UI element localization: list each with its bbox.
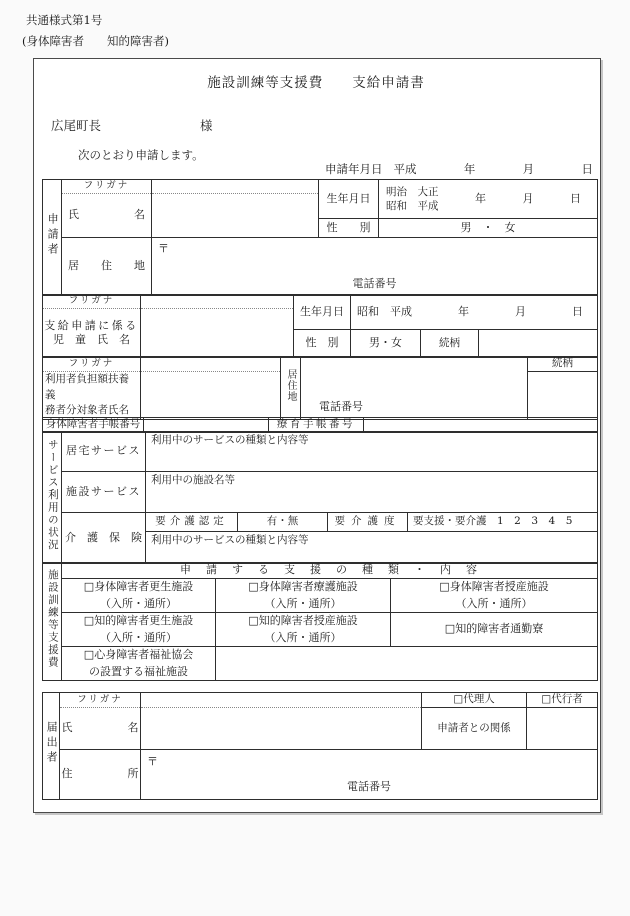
addressee: 広尾町長 [51,118,102,133]
obligor-relation-field [528,371,598,419]
day-label: 日 [570,191,581,205]
child-gender-label: 性 別 [294,330,351,358]
era-options [386,185,439,213]
applicant-furigana-label: フリガナ [62,180,152,194]
support-option-7-line1: □心身障害者福祉協会 [83,648,194,661]
support-section-label: 施設訓練等支援費 [46,569,59,670]
support-option-7-line2: の設置する福祉施設 [89,664,188,678]
application-date-label: 申請年月日 [325,162,383,176]
form-target-note: (身体障害者 知的障害者) [22,34,169,48]
care-level-options: 要支援・要介護 1 2 3 4 5 [408,513,598,532]
applicant-gender-label: 性 別 [319,219,379,238]
applicant-address-label: 居 住 地 [62,238,152,296]
applicant-gender-options: 男 ・ 女 [379,219,598,238]
notifier-furigana-field [141,693,422,708]
notifier-relation-field [527,708,598,750]
obligor-name-label [43,371,141,419]
child-gender-options: 男・女 [351,330,421,358]
support-option-7 [62,647,216,681]
era-options-line2: 昭和 平成 [386,200,439,212]
child-name-label [43,309,141,358]
year-label: 年 [458,304,469,318]
obligor-relation-label: 続柄 [528,357,598,372]
support-option-3-line1: □身体障害者授産施設 [439,580,549,593]
obligor-phone-label: 電話番号 [319,399,363,413]
applicant-table [42,179,598,296]
era-options-line1: 明治 大正 [386,185,439,198]
support-option-3-line2: （入所・通所） [455,596,533,610]
notifier-section-label: 届出者 [45,721,59,767]
facility-service-label: 施設サービス [62,472,146,513]
support-option-5 [216,613,391,647]
addressee-honorific: 様 [200,118,213,133]
declaration-text: 次のとおり申請します。 [78,148,204,162]
support-option-5-line1: □知的障害者授産施設 [248,614,358,627]
notifier-address-field [141,750,598,800]
support-option-3 [391,579,598,613]
applicant-address-field [152,238,598,296]
year-label: 年 [463,162,476,176]
child-name-field [141,309,294,358]
support-option-6-line1: □知的障害者通勤寮 [444,622,544,636]
form-title: 施設訓練等支援費 支給申請書 [207,75,425,91]
child-table [42,294,598,358]
form-tables [42,179,599,801]
care-certification-options: 有・無 [238,513,328,532]
support-types-table [42,562,598,681]
care-level-label: 要介護度 [328,513,408,532]
postal-mark: 〒 [158,241,169,255]
notifier-relation-label: 申請者との関係 [422,708,527,750]
month-label: 月 [515,304,526,318]
service-section-label: サービス利用の状況 [46,439,59,552]
support-option-4 [62,613,216,647]
support-option-2-line1: □身体障害者療護施設 [248,580,358,593]
care-insurance-label: 介 護 保 険 [62,513,146,564]
support-option-2-line2: （入所・通所） [264,596,342,610]
proxy-checkbox-label: □代行者 [527,693,598,708]
applicant-name-label: 氏 名 [62,194,152,238]
notifier-name-label: 氏 名 [60,708,141,750]
applicant-furigana-field [152,180,319,194]
applicant-birthdate-cell [379,180,598,219]
rehab-handbook-label: 療育手帳番号 [269,418,364,433]
obligor-furigana-field [141,357,281,372]
support-option-2 [216,579,391,613]
obligor-name-label-line1: 利用者負担額扶養義 [45,373,129,401]
home-service-label: 居宅サービス [62,432,146,472]
applicant-phone-label: 電話番号 [352,277,397,291]
care-certification-label: 要介護認定 [146,513,238,532]
notifier-table [42,692,598,800]
child-name-label-line1: 支給申請に係る [44,318,139,332]
obligor-address-label: 居住地 [285,369,296,403]
child-furigana-field [141,295,294,309]
notifier-phone-label: 電話番号 [347,780,391,794]
era-options: 昭和 平成 [357,304,412,318]
month-label: 月 [522,191,534,205]
support-option-4-line1: □知的障害者更生施設 [83,614,194,627]
agent-checkbox-label: □代理人 [422,693,527,708]
obligor-table [42,356,598,420]
obligor-address-field [301,357,528,420]
year-label: 年 [475,191,486,205]
home-service-field: 利用中のサービスの種類と内容等 [146,432,598,472]
applicant-section-label: 申請者 [46,212,60,258]
notifier-address-label: 住 所 [60,750,141,800]
support-option-1 [62,579,216,613]
support-header: 申 請 す る 支 援 の 種 類 ・ 内 容 [62,563,598,579]
physical-handbook-label: 身体障害者手帳番号 [43,418,144,433]
child-name-label-line2: 児 童 氏 名 [53,333,130,346]
service-section-cell [43,432,62,564]
obligor-furigana-label: フリガナ [43,357,141,372]
support-option-6 [391,613,598,647]
applicant-section-cell [43,180,62,296]
child-birthdate-label: 生年月日 [294,295,351,330]
application-date-era: 平成 [393,162,417,176]
notifier-name-field [141,708,422,750]
day-label: 日 [572,304,583,318]
care-service-field: 利用中のサービスの種類と内容等 [146,532,598,564]
obligor-address-label-cell [281,357,301,420]
support-option-1-line2: （入所・通所） [100,596,177,610]
child-furigana-label: フリガナ [43,295,141,309]
form-code: 共通様式第1号 [26,13,103,27]
support-option-4-line2: （入所・通所） [100,630,177,644]
applicant-birthdate-label: 生年月日 [319,180,379,219]
application-date-line [325,161,593,177]
applicant-name-field [152,194,319,238]
month-label: 月 [522,162,535,176]
support-option-1-line1: □身体障害者更生施設 [83,580,194,593]
child-birthdate-cell [351,295,598,330]
child-relation-field [479,330,598,358]
obligor-name-label-line2: 務者分対象者氏名 [45,403,129,416]
support-empty-cell [216,647,598,681]
day-label: 日 [581,162,593,176]
support-option-5-line2: （入所・通所） [264,630,342,644]
postal-mark: 〒 [147,754,158,768]
facility-service-field: 利用中の施設名等 [146,472,598,513]
notifier-section-cell [43,693,60,800]
child-relation-label: 続柄 [421,330,479,358]
service-usage-table [42,431,598,564]
support-section-cell [43,563,62,681]
notifier-furigana-label: フリガナ [60,693,141,708]
obligor-name-field [141,371,281,419]
